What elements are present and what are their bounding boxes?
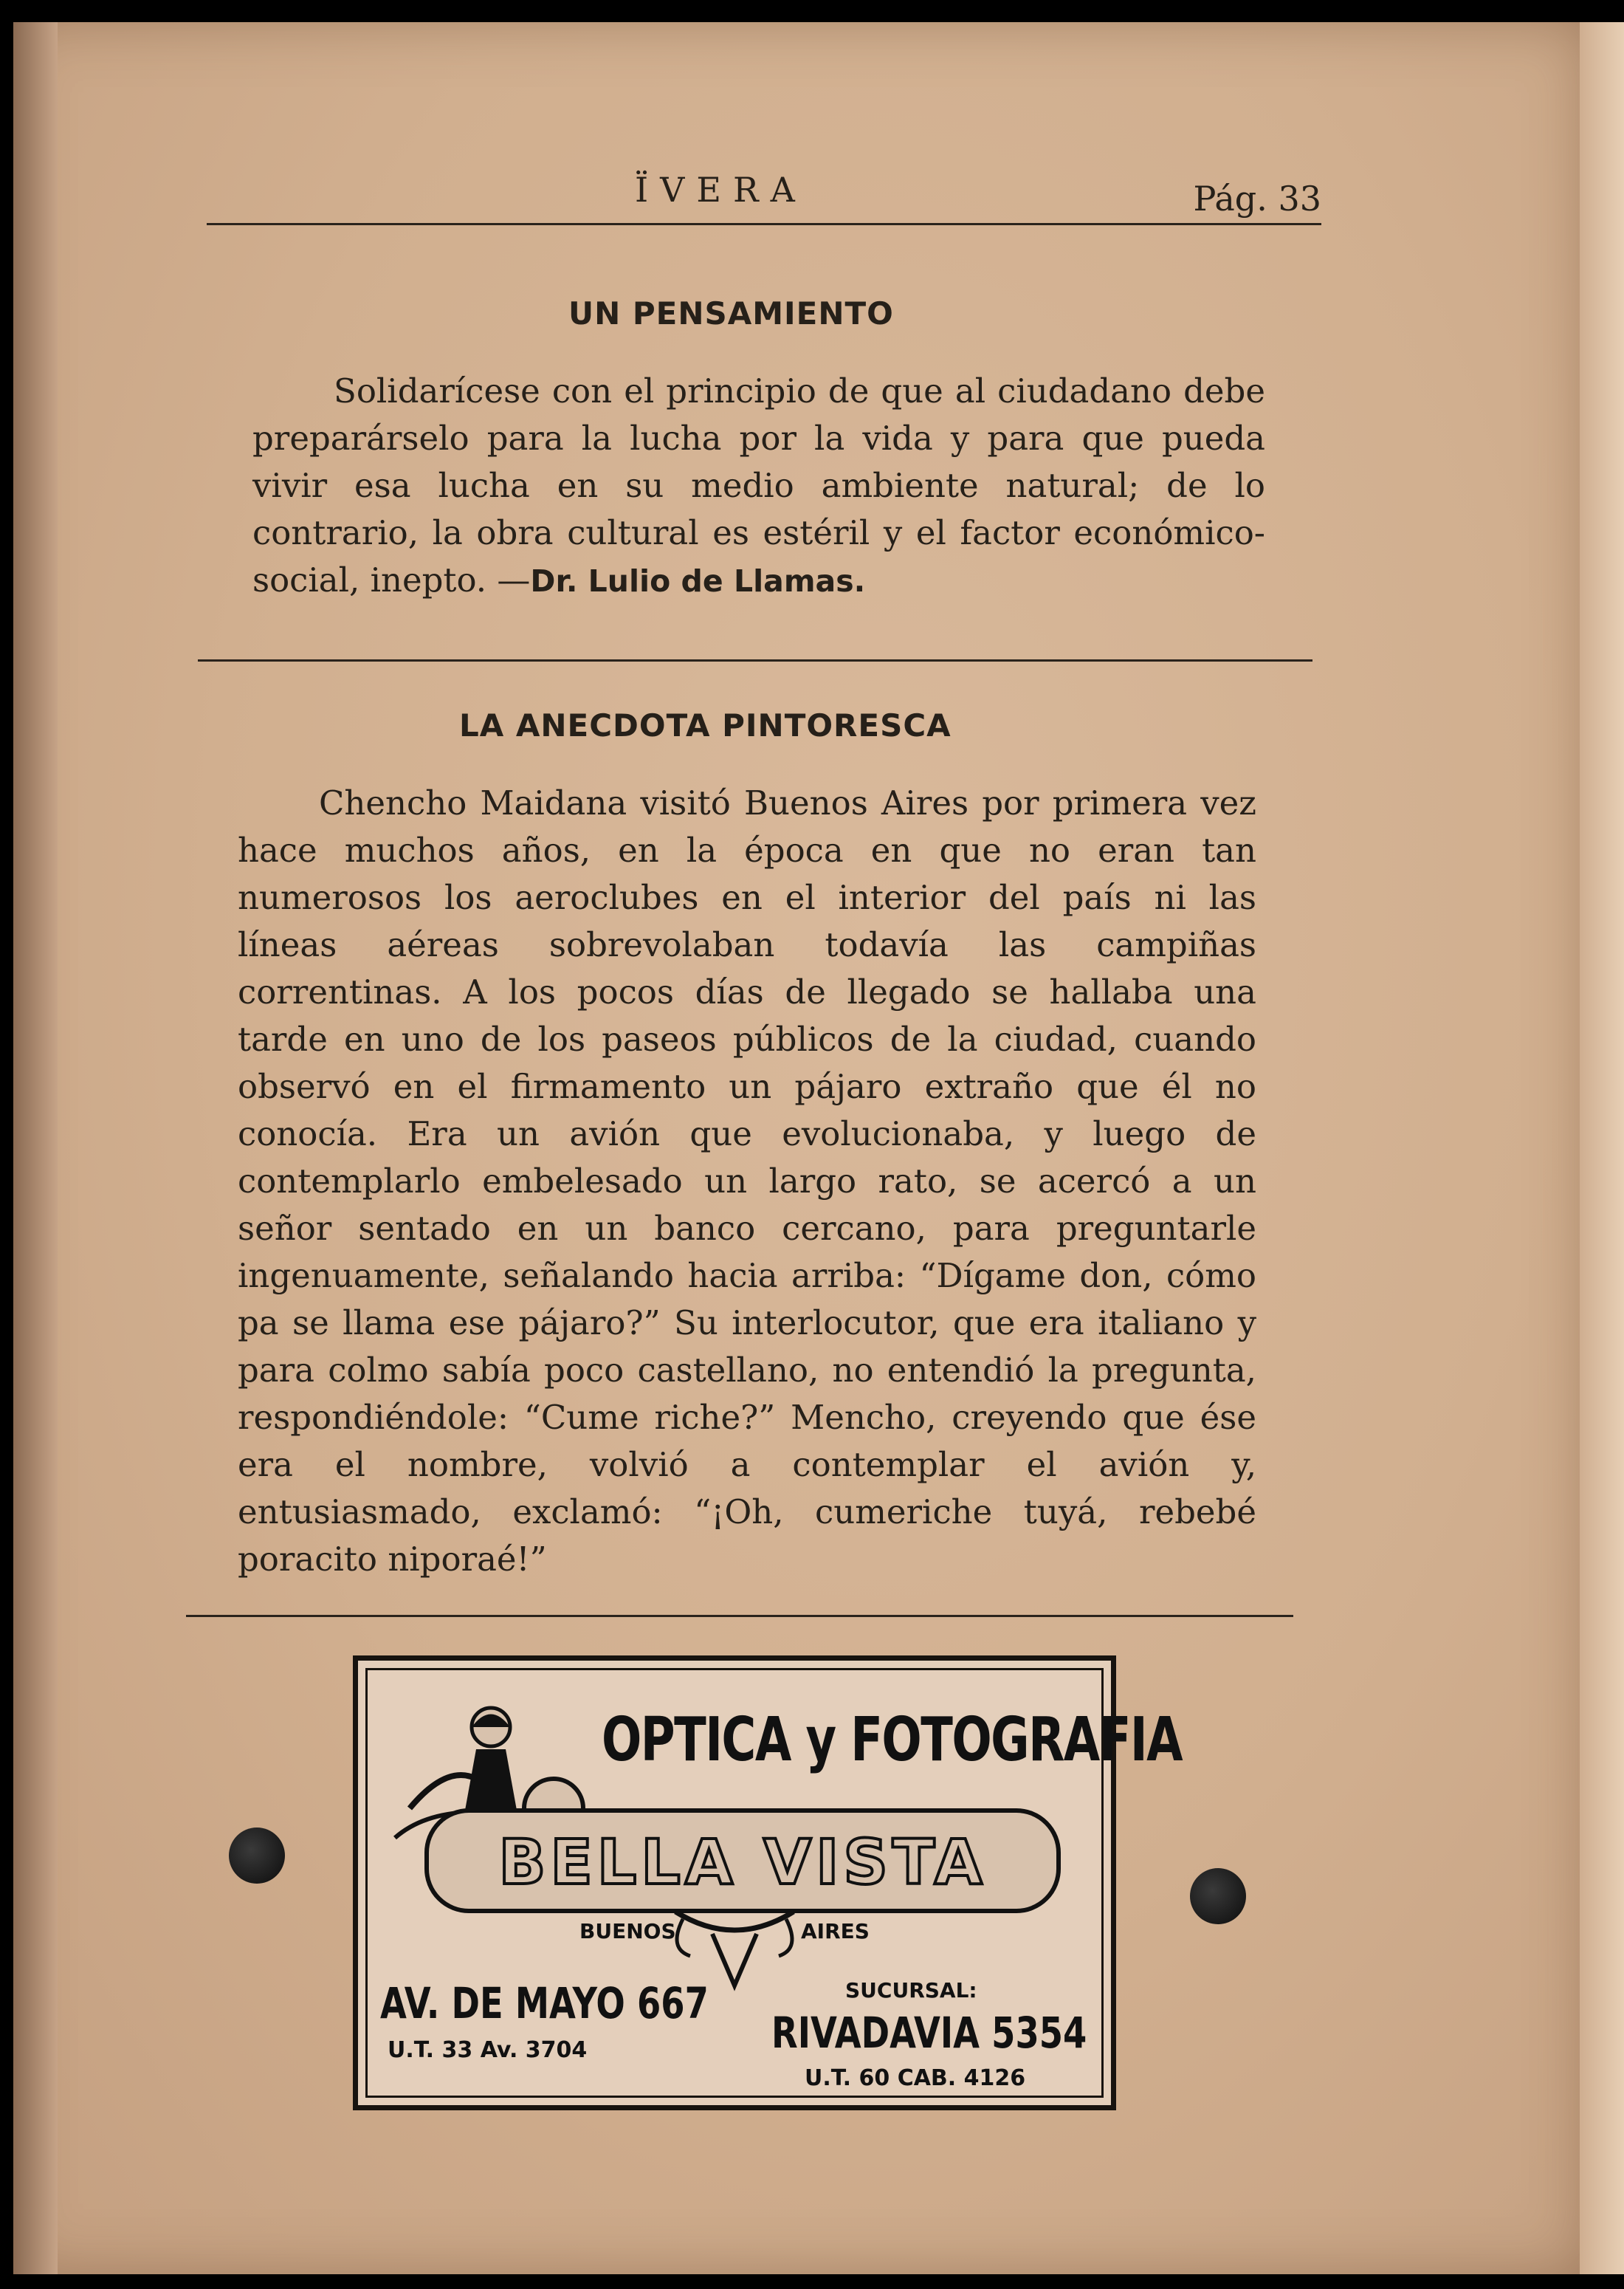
ad-address-main: AV. DE MAYO 667 (380, 1978, 709, 2028)
ad-branch-phone: U.T. 60 CAB. 4126 (805, 2065, 1026, 2091)
ad-city-right: AIRES (801, 1919, 870, 1943)
ad-branch-address: RIVADAVIA 5354 (771, 2008, 1087, 2058)
ad-phone-main: U.T. 33 Av. 3704 (388, 2037, 588, 2063)
ad-headline: OPTICA y FOTOGRAFIA (602, 1705, 1183, 1775)
running-header (207, 170, 1321, 222)
punch-hole-left (229, 1828, 285, 1884)
pensamiento-body: Solidarícese con el principio de que al ciudadano debe preparárselo para la lucha por la vida y para que pueda vivir esa lucha en su medio ambiente natural; de lo contrario, la obra cultural es estéril y el factor económico-social, inepto. — (252, 371, 1265, 600)
advertisement (353, 1655, 1183, 2110)
header-rule (207, 223, 1321, 225)
pensamiento-title: UN PENSAMIENTO (568, 295, 894, 332)
section-rule-2 (186, 1615, 1293, 1617)
punch-hole-right (1190, 1868, 1246, 1924)
section-rule-1 (198, 659, 1312, 662)
pensamiento-author: Dr. Lulio de Llamas. (530, 563, 866, 599)
page-number: Pág. 33 (1193, 179, 1321, 219)
anecdota-text (238, 780, 1256, 1583)
ad-city-left: BUENOS (579, 1919, 676, 1943)
page-edge (1580, 22, 1624, 2274)
pensamiento-text (252, 368, 1265, 605)
anecdota-body: Chencho Maidana visitó Buenos Aires por primera vez hace muchos años, en la época en que no eran tan numerosos los aeroclubes en el interior del país ni las líneas aéreas sobrevolaban todavía las campiñas correntinas. A los pocos días de llegado se hallaba una tarde en uno de los paseos públicos de la ciudad, cuando observó en el firmamento un pájaro extraño que él no conocía. Era un avión que evolucionaba, y luego de contemplarlo embelesado un largo rato, se acercó a un señor sentado en un banco cercano, para preguntarle ingenuamente, señalando hacia arriba: “Dígame don, cómo pa se llama ese pájaro?” Su interlocutor, que era italiano y para colmo sabía poco castellano, no entendió la pregunta, respondiéndole: “Cume riche?” Mencho, creyendo que ése era el nombre, volvió a contemplar el avión y, entusiasmado, exclamó: “¡Oh, cumeriche tuyá, rebebé poracito niporaé!” (238, 783, 1256, 1579)
ad-banner (424, 1808, 1061, 1913)
ad-branch-label: SUCURSAL: (845, 1978, 977, 2003)
journal-title: ÏVERA (635, 170, 807, 210)
anecdota-title: LA ANECDOTA PINTORESCA (459, 707, 952, 744)
book-gutter (13, 22, 58, 2274)
ad-store-name: BELLA VISTA (498, 1826, 987, 1898)
